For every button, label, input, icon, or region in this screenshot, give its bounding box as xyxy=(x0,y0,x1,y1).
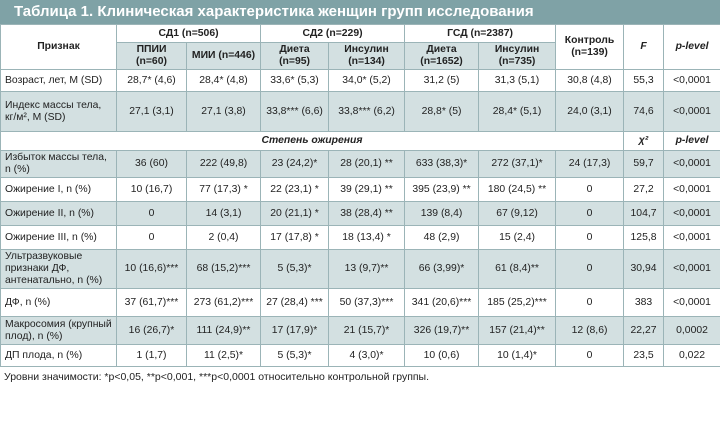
table-cell: 272 (37,1)* xyxy=(479,151,556,178)
table-cell: 0 xyxy=(117,202,187,226)
significance-note: Уровни значимости: *p<0,05, **p<0,001, ***p<0,0001 относительно контрольной группы. xyxy=(4,371,430,383)
row-label: ДП плода, n (%) xyxy=(1,345,117,367)
table-cell: <0,0001 xyxy=(664,250,720,289)
table-cell: <0,0001 xyxy=(664,202,720,226)
row-label: ДФ, n (%) xyxy=(1,289,117,317)
table-cell: <0,0001 xyxy=(664,151,720,178)
table-row xyxy=(1,92,720,132)
table-cell: 22 (23,1) * xyxy=(261,178,329,202)
table-cell: 104,7 xyxy=(624,202,664,226)
table-cell: <0,0001 xyxy=(664,178,720,202)
table-cell: 66 (3,99)* xyxy=(405,250,479,289)
table-cell: 12 (8,6) xyxy=(556,317,624,345)
table-cell: 68 (15,2)*** xyxy=(187,250,261,289)
row-label: Макросомия (крупный плод), n (%) xyxy=(1,317,117,345)
row-label: Возраст, лет, M (SD) xyxy=(1,70,117,92)
table-cell: 395 (23,9) ** xyxy=(405,178,479,202)
table-cell: 13 (9,7)** xyxy=(329,250,405,289)
table-cell: 59,7 xyxy=(624,151,664,178)
row-label: Ультразвуковые признаки ДФ, антенатально, n (%) xyxy=(1,250,117,289)
table-cell: 21 (15,7)* xyxy=(329,317,405,345)
table-cell: 30,8 (4,8) xyxy=(556,70,624,92)
table-cell: 139 (8,4) xyxy=(405,202,479,226)
header-f: F xyxy=(624,25,664,70)
table-cell: 28,4* (5,1) xyxy=(479,92,556,132)
header-group-gsd: ГСД (n=2387) xyxy=(405,25,556,43)
table-cell: 4 (3,0)* xyxy=(329,345,405,367)
table-cell: 1 (1,7) xyxy=(117,345,187,367)
table-cell: 48 (2,9) xyxy=(405,226,479,250)
table-cell: 77 (17,3) * xyxy=(187,178,261,202)
row-label: Ожирение III, n (%) xyxy=(1,226,117,250)
table-cell: 0,0002 xyxy=(664,317,720,345)
table-cell: 39 (29,1) ** xyxy=(329,178,405,202)
table-cell: 0 xyxy=(556,250,624,289)
table-cell: 0,022 xyxy=(664,345,720,367)
table-cell: 326 (19,7)** xyxy=(405,317,479,345)
table-row xyxy=(1,289,720,317)
table-cell: 33,8*** (6,6) xyxy=(261,92,329,132)
table-cell: 0 xyxy=(117,226,187,250)
table-cell: 67 (9,12) xyxy=(479,202,556,226)
table-cell: 15 (2,4) xyxy=(479,226,556,250)
table-cell: 24 (17,3) xyxy=(556,151,624,178)
table-cell: 22,27 xyxy=(624,317,664,345)
table-cell: 341 (20,6)*** xyxy=(405,289,479,317)
section-header xyxy=(1,132,720,151)
header-group-sd1: СД1 (n=506) xyxy=(117,25,261,43)
table-cell: 23 (24,2)* xyxy=(261,151,329,178)
table-cell: 180 (24,5) ** xyxy=(479,178,556,202)
table-cell: 24,0 (3,1) xyxy=(556,92,624,132)
header-control: Контроль (n=139) xyxy=(556,25,624,70)
table-cell: 33,6* (5,3) xyxy=(261,70,329,92)
table-cell: 28 (20,1) ** xyxy=(329,151,405,178)
table-cell: <0,0001 xyxy=(664,70,720,92)
section-row xyxy=(1,132,720,151)
table-cell: 10 (1,4)* xyxy=(479,345,556,367)
table-cell: 14 (3,1) xyxy=(187,202,261,226)
table-cell: 0 xyxy=(556,202,624,226)
table-cell: 74,6 xyxy=(624,92,664,132)
table-row xyxy=(1,226,720,250)
table-cell: 27 (28,4) *** xyxy=(261,289,329,317)
table-cell: 20 (21,1) * xyxy=(261,202,329,226)
header-sub: Инсулин (n=735) xyxy=(479,43,556,70)
table-cell: 37 (61,7)*** xyxy=(117,289,187,317)
table-cell: 18 (13,4) * xyxy=(329,226,405,250)
table-cell: 27,1 (3,8) xyxy=(187,92,261,132)
header-sub: Диета (n=95) xyxy=(261,43,329,70)
table-cell: <0,0001 xyxy=(664,226,720,250)
header-sign: Признак xyxy=(1,25,117,70)
table-cell: <0,0001 xyxy=(664,92,720,132)
row-label: Ожирение II, n (%) xyxy=(1,202,117,226)
table-cell: 31,3 (5,1) xyxy=(479,70,556,92)
table-cell: 17 (17,9)* xyxy=(261,317,329,345)
table-cell: 27,2 xyxy=(624,178,664,202)
clinical-table xyxy=(0,24,720,367)
table-cell: 5 (5,3)* xyxy=(261,345,329,367)
table-cell: 38 (28,4) ** xyxy=(329,202,405,226)
table-cell: 27,1 (3,1) xyxy=(117,92,187,132)
header-row-1 xyxy=(1,25,720,43)
table-cell: 10 (16,7) xyxy=(117,178,187,202)
table-body-bottom xyxy=(1,151,720,367)
table-cell: 34,0* (5,2) xyxy=(329,70,405,92)
section-chi: χ² xyxy=(624,132,664,151)
section-p-level: p-level xyxy=(664,132,720,151)
table-row xyxy=(1,202,720,226)
table-cell: 125,8 xyxy=(624,226,664,250)
row-label: Избыток массы тела, n (%) xyxy=(1,151,117,178)
table-cell: 222 (49,8) xyxy=(187,151,261,178)
table-cell: 31,2 (5) xyxy=(405,70,479,92)
table-cell: 10 (0,6) xyxy=(405,345,479,367)
table-cell: 273 (61,2)*** xyxy=(187,289,261,317)
table-row xyxy=(1,178,720,202)
header-group-sd2: СД2 (n=229) xyxy=(261,25,405,43)
header-sub: Диета (n=1652) xyxy=(405,43,479,70)
table-cell: 0 xyxy=(556,345,624,367)
table-cell: 55,3 xyxy=(624,70,664,92)
table-cell: 50 (37,3)*** xyxy=(329,289,405,317)
table-cell: 10 (16,6)*** xyxy=(117,250,187,289)
table-cell: 17 (17,8) * xyxy=(261,226,329,250)
header-sub: Инсулин (n=134) xyxy=(329,43,405,70)
table-cell: 28,4* (4,8) xyxy=(187,70,261,92)
table-cell: 16 (26,7)* xyxy=(117,317,187,345)
table-body-top xyxy=(1,70,720,132)
table-cell: 0 xyxy=(556,289,624,317)
section-label: Степень ожирения xyxy=(1,132,624,151)
table-cell: 33,8*** (6,2) xyxy=(329,92,405,132)
table-cell: 11 (2,5)* xyxy=(187,345,261,367)
table-cell: 28,7* (4,6) xyxy=(117,70,187,92)
table-cell: 36 (60) xyxy=(117,151,187,178)
row-label: Ожирение I, n (%) xyxy=(1,178,117,202)
table-row xyxy=(1,70,720,92)
table-title: Таблица 1. Клиническая характеристика женщин групп исследования xyxy=(0,0,720,24)
table-cell: 30,94 xyxy=(624,250,664,289)
table-cell: 157 (21,4)** xyxy=(479,317,556,345)
header-sub: ППИИ (n=60) xyxy=(117,43,187,70)
table-cell: 2 (0,4) xyxy=(187,226,261,250)
header-p-level: p-level xyxy=(664,25,720,70)
table-row xyxy=(1,317,720,345)
table-cell: 28,8* (5) xyxy=(405,92,479,132)
table-cell: 61 (8,4)** xyxy=(479,250,556,289)
table-cell: 185 (25,2)*** xyxy=(479,289,556,317)
table-row xyxy=(1,250,720,289)
table-cell: 5 (5,3)* xyxy=(261,250,329,289)
header-sub: МИИ (n=446) xyxy=(187,43,261,70)
table-cell: 0 xyxy=(556,178,624,202)
table-cell: 23,5 xyxy=(624,345,664,367)
table-cell: 0 xyxy=(556,226,624,250)
row-label: Индекс массы тела, кг/м², M (SD) xyxy=(1,92,117,132)
table-row xyxy=(1,345,720,367)
table-cell: 633 (38,3)* xyxy=(405,151,479,178)
table-cell: <0,0001 xyxy=(664,289,720,317)
table-row xyxy=(1,151,720,178)
table-cell: 111 (24,9)** xyxy=(187,317,261,345)
table-cell: 383 xyxy=(624,289,664,317)
